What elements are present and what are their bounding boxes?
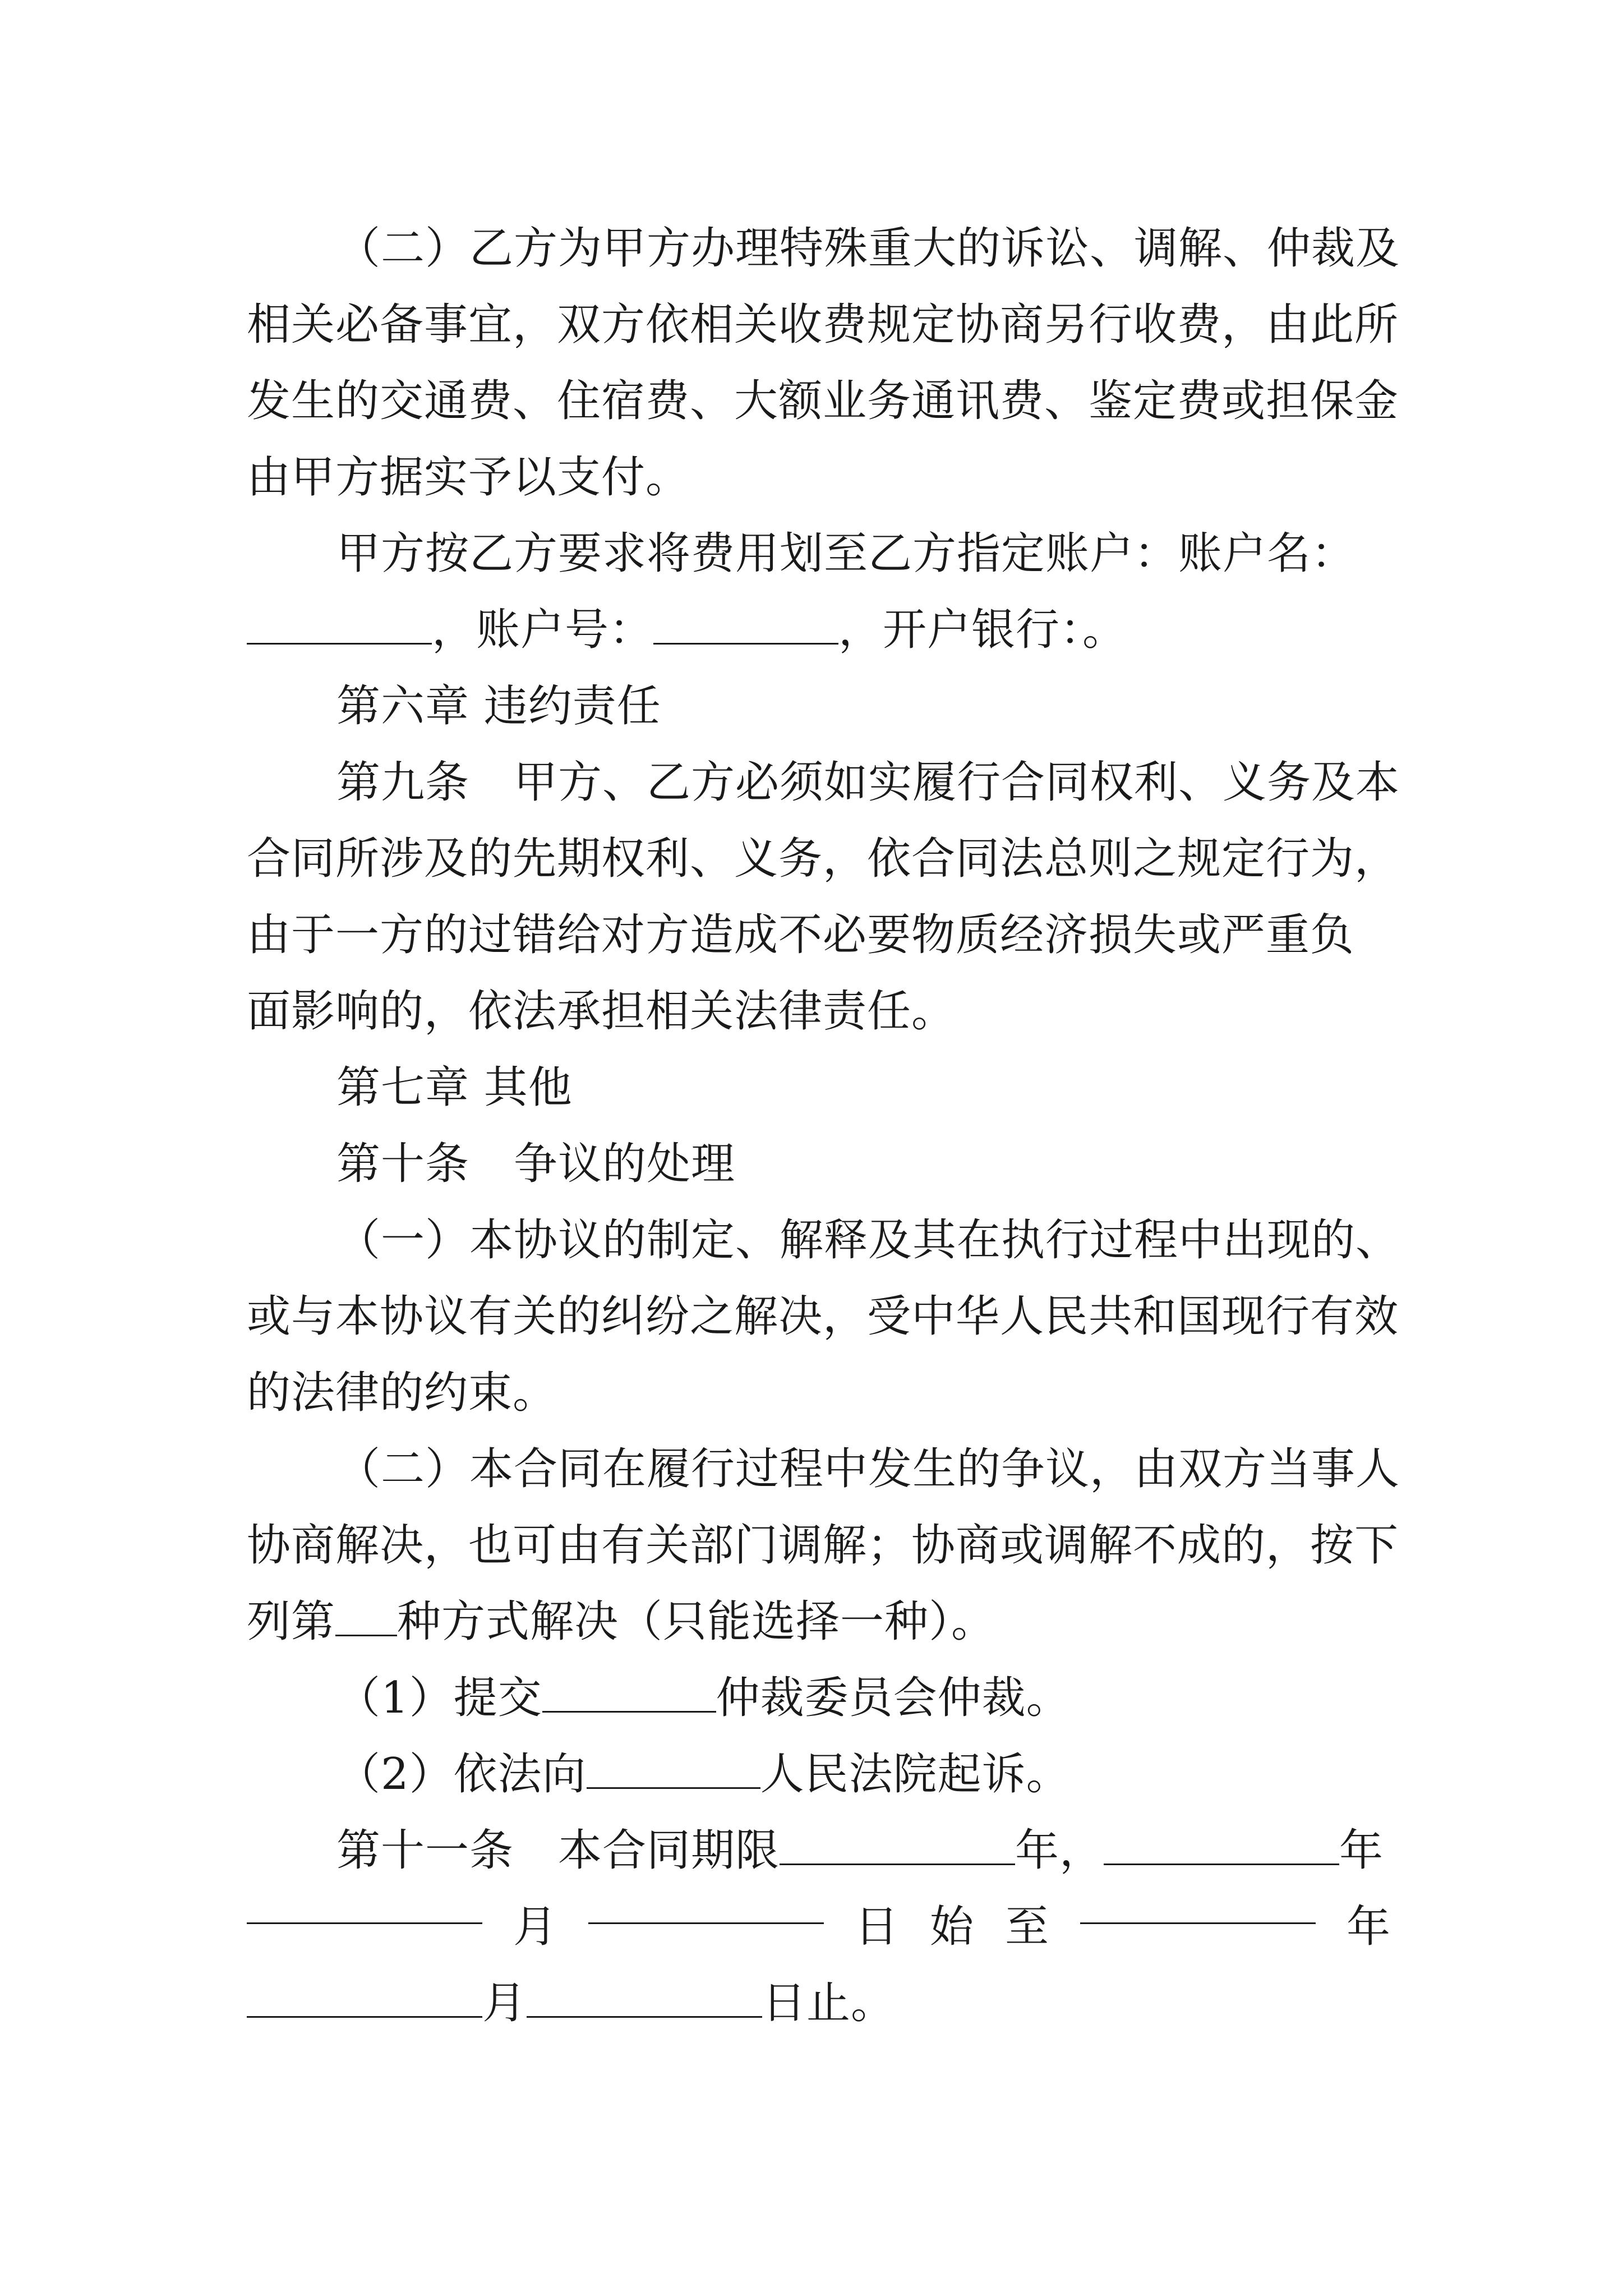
text-fragment: （2）依法向 <box>336 1749 587 1800</box>
text-fragment: 至 <box>1004 1902 1049 1952</box>
paragraph-line: 面影响的，依法承担相关法律责任。 <box>247 986 956 1037</box>
paragraph-line: （二）乙方为甲方办理特殊重大的诉讼、调解、仲裁及 <box>336 223 1400 274</box>
text-fragment: 第十一条 本合同期限 <box>336 1825 780 1876</box>
text-fragment: 仲裁委员会仲裁。 <box>716 1673 1071 1723</box>
chapter-heading: 第七章 其他 <box>336 1062 573 1113</box>
text-fragment: 日止。 <box>762 1978 896 2028</box>
paragraph-line: 由于一方的过错给对方造成不必要物质经济损失或严重负 <box>247 910 1355 960</box>
term-line-2 <box>247 1889 1391 1965</box>
paragraph-line: 或与本协议有关的纠纷之解决，受中华人民共和国现行有效 <box>247 1291 1399 1342</box>
term-line-1 <box>247 1812 1391 1889</box>
start-month-blank[interactable] <box>247 1889 482 1924</box>
account-number-blank[interactable] <box>653 609 838 645</box>
term-line-3 <box>247 1965 1391 2041</box>
text-fragment: 年， <box>1015 1825 1104 1876</box>
arbitration-commission-blank[interactable] <box>542 1677 716 1713</box>
account-line <box>247 592 1391 668</box>
start-day-blank[interactable] <box>588 1889 824 1924</box>
paragraph-line: （二）本合同在履行过程中发生的争议，由双方当事人 <box>336 1444 1400 1494</box>
text-fragment: 列第 <box>247 1596 336 1647</box>
text-fragment: 人民法院起诉。 <box>760 1749 1071 1800</box>
paragraph-line: （一）本协议的制定、解释及其在执行过程中出现的、 <box>336 1215 1400 1266</box>
paragraph-line: 第九条 甲方、乙方必须如实履行合同权利、义务及本 <box>336 757 1400 808</box>
text-fragment: 年 <box>1346 1902 1391 1952</box>
text-fragment: 年 <box>1339 1825 1384 1876</box>
article-heading: 第十条 争议的处理 <box>336 1139 736 1189</box>
paragraph-line: 甲方按乙方要求将费用划至乙方指定账户：账户名： <box>336 528 1356 579</box>
end-year-blank[interactable] <box>1080 1889 1316 1924</box>
paragraph-line: 相关必备事宜，双方依相关收费规定协商另行收费，由此所 <box>247 300 1399 350</box>
paragraph-line: 合同所涉及的先期权利、义务，依合同法总则之规定行为， <box>247 834 1399 884</box>
paragraph-line: 发生的交通费、住宿费、大额业务通讯费、鉴定费或担保金 <box>247 376 1399 426</box>
method-number-blank[interactable] <box>335 1601 397 1636</box>
chapter-heading: 第六章 违约责任 <box>336 681 661 731</box>
start-year-blank[interactable] <box>1104 1830 1339 1865</box>
paragraph-line <box>247 1584 1391 1660</box>
term-year-blank[interactable] <box>780 1830 1015 1865</box>
paragraph-line: 的法律的约束。 <box>247 1368 557 1418</box>
option-line <box>247 1736 1391 1812</box>
option-line <box>247 1660 1391 1736</box>
text-fragment: 月 <box>482 1978 527 2028</box>
text-fragment: 月 <box>513 1902 557 1952</box>
text-fragment: （1）提交 <box>336 1673 542 1723</box>
account-number-label: ，账户号： <box>432 605 654 655</box>
text-fragment: 日 <box>854 1902 899 1952</box>
end-day-blank[interactable] <box>527 1982 762 2018</box>
court-blank[interactable] <box>587 1754 760 1789</box>
text-fragment: 始 <box>929 1902 974 1952</box>
text-fragment: 种方式解决（只能选择一种）。 <box>397 1596 996 1647</box>
paragraph-line: 协商解决，也可由有关部门调解；协商或调解不成的，按下 <box>247 1520 1399 1571</box>
paragraph-line: 由甲方据实予以支付。 <box>247 452 690 503</box>
account-name-blank[interactable] <box>247 609 432 645</box>
end-month-blank[interactable] <box>247 1982 482 2018</box>
bank-label: ，开户银行：。 <box>838 605 1127 655</box>
document-page <box>247 210 1400 2041</box>
